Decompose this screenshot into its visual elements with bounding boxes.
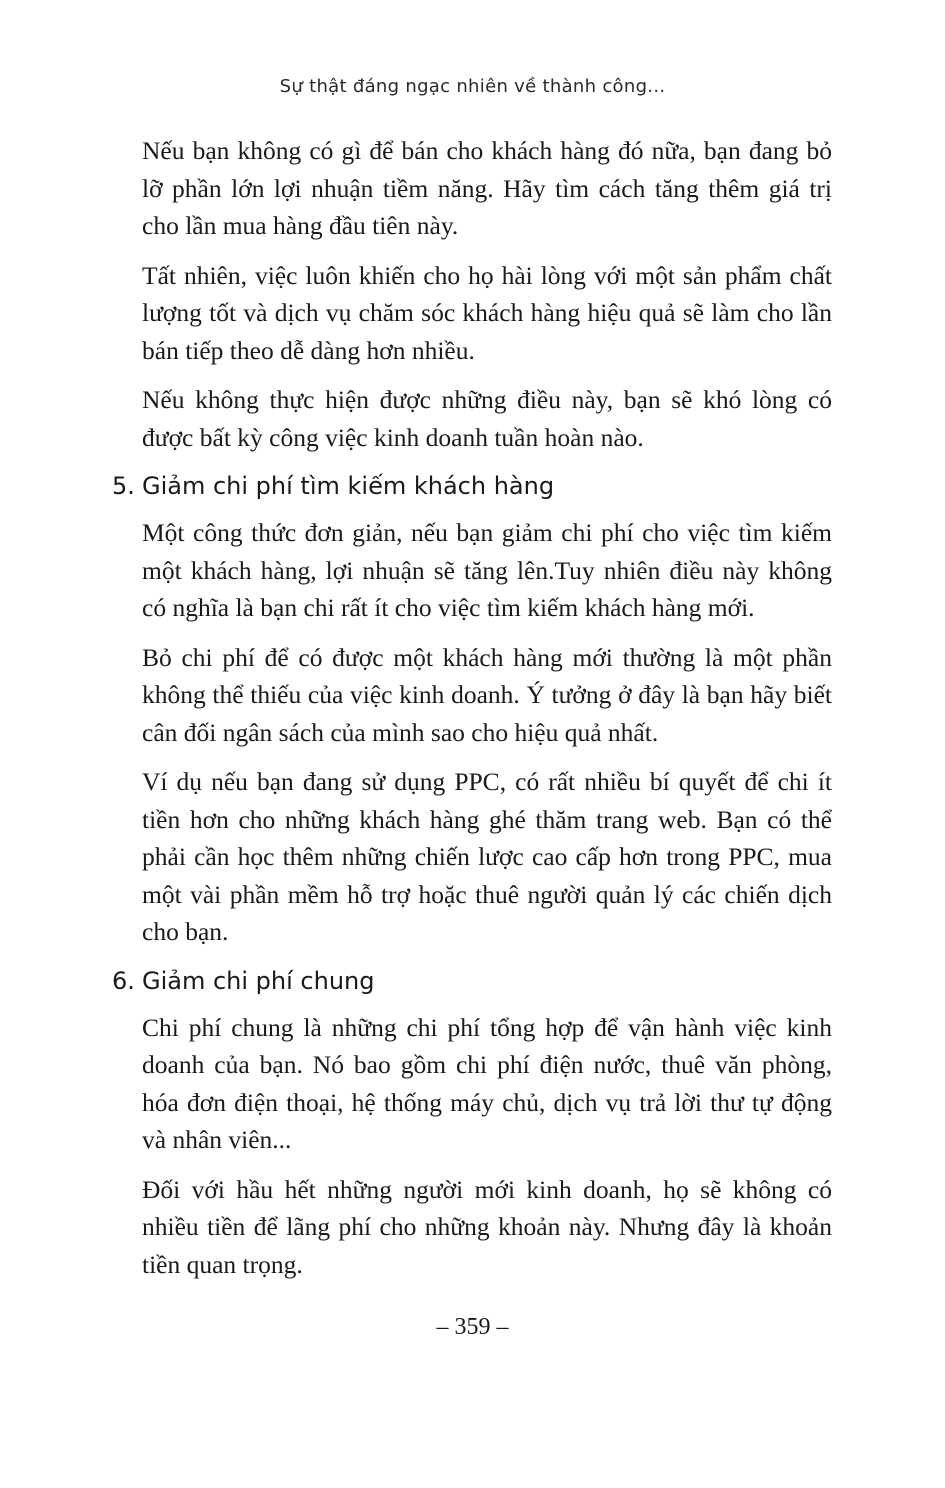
running-header: Sự thật đáng ngạc nhiên về thành công... — [279, 76, 666, 97]
section-paragraph: Đối với hầu hết những người mới kinh doanh, họ sẽ không có nhiều tiền để lãng phí cho những khoản này. Nhưng đây là khoản tiền quan trọng. — [142, 1174, 832, 1279]
section-title: Giảm chi phí chung — [142, 966, 375, 995]
intro-paragraph: Nếu không thực hiện được những điều này, bạn sẽ khó lòng có được bất kỳ công việc kinh doanh tuần hoàn nào. — [142, 385, 832, 452]
intro-paragraph: Tất nhiên, việc luôn khiến cho họ hài lòng với một sản phẩm chất lượng tốt và dịch vụ chăm sóc khách hàng hiệu quả sẽ làm cho lần bán tiếp theo dễ dàng hơn nhiều. — [142, 260, 832, 365]
section-paragraph: Một công thức đơn giản, nếu bạn giảm chi phí cho việc tìm kiếm một khách hàng, lợi nhuận sẽ tăng lên.Tuy nhiên điều này không có nghĩa là bạn chi rất ít cho việc tìm kiếm khách hàng mới. — [142, 518, 832, 622]
section-heading-5 — [112, 468, 945, 504]
page-number: – 359 – — [436, 1314, 509, 1340]
intro-paragraph: Nếu bạn không có gì để bán cho khách hàng đó nữa, bạn đang bỏ lỡ phần lớn lợi nhuận tiềm năng. Hãy tìm cách tăng thêm giá trị cho lần mua hàng đầu tiên này. — [142, 136, 832, 240]
section-heading-6 — [112, 963, 945, 999]
section-number: 5. — [112, 472, 135, 500]
page-body — [0, 132, 945, 1295]
section-paragraph: Ví dụ nếu bạn đang sử dụng PPC, có rất nhiều bí quyết để chi ít tiền hơn cho những khách hàng ghé thăm trang web. Bạn có thể phải cần học thêm những chiến lược cao cấp hơn trong PPC, mua một vài phần mềm hỗ trợ hoặc thuê người quản lý các chiến dịch cho bạn. — [142, 767, 832, 946]
section-paragraph: Chi phí chung là những chi phí tổng hợp để vận hành việc kinh doanh của bạn. Nó bao gồm chi phí điện nước, thuê văn phòng, hóa đơn điện thoại, hệ thống máy chủ, dịch vụ trả lời thư tự động và nhân viên... — [142, 1012, 832, 1154]
section-title: Giảm chi phí tìm kiếm khách hàng — [142, 472, 555, 500]
section-number: 6. — [112, 966, 135, 995]
section-paragraph: Bỏ chi phí để có được một khách hàng mới thường là một phần không thể thiếu của việc kinh doanh. Ý tưởng ở đây là bạn hãy biết cân đối ngân sách của mình sao cho hiệu quả nhất. — [142, 642, 832, 747]
